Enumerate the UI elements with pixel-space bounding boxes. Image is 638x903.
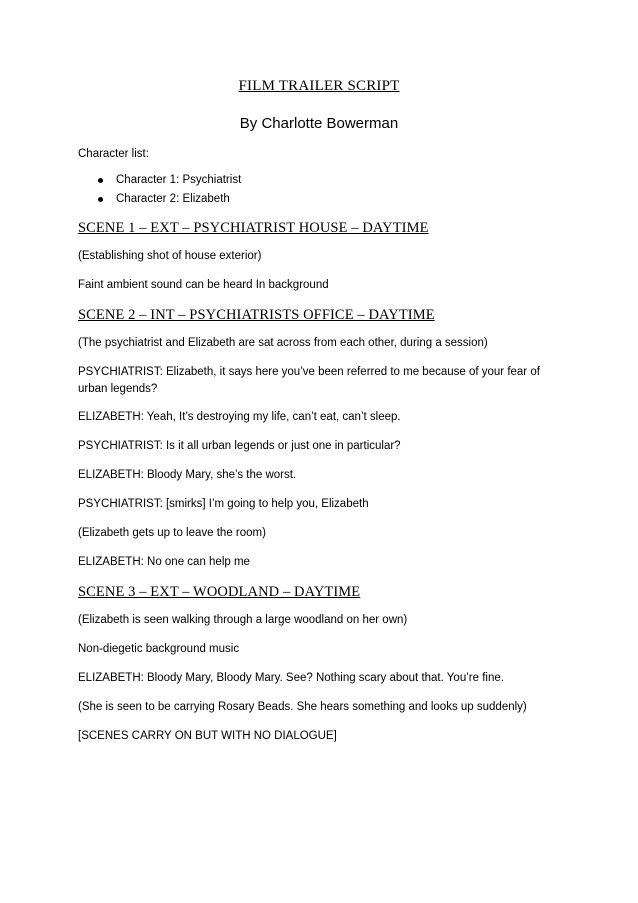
script-line: PSYCHIATRIST: Elizabeth, it says here you’ve been referred to me because of your fear of urban legends? <box>78 366 540 395</box>
script-line: Non-diegetic background music <box>78 643 240 655</box>
script-line: PSYCHIATRIST: [smirks] I’m going to help you, Elizabeth <box>78 498 369 510</box>
script-line: PSYCHIATRIST: Is it all urban legends or just one in particular? <box>78 440 401 452</box>
script-line: (Elizabeth is seen walking through a large woodland on her own) <box>78 614 408 626</box>
script-line: Faint ambient sound can be heard In background <box>78 279 329 291</box>
character-list <box>78 171 568 209</box>
script-line: (Elizabeth gets up to leave the room) <box>78 527 266 539</box>
script-line: ELIZABETH: Bloody Mary, Bloody Mary. See? Nothing scary about that. You’re fine. <box>78 672 504 684</box>
character-item <box>78 171 568 190</box>
document-body <box>78 146 568 757</box>
character-list-label: Character list: <box>78 148 149 160</box>
character-item-text: Character 1: Psychiatrist <box>116 174 242 186</box>
script-line: ELIZABETH: No one can help me <box>78 556 250 568</box>
character-item-text: Character 2: Elizabeth <box>116 193 230 205</box>
script-line: [SCENES CARRY ON BUT WITH NO DIALOGUE] <box>78 730 337 742</box>
scene-heading: SCENE 1 – EXT – PSYCHIATRIST HOUSE – DAYTIME <box>78 220 429 236</box>
script-line: ELIZABETH: Bloody Mary, she’s the worst. <box>78 469 297 481</box>
document-title: FILM TRAILER SCRIPT <box>238 78 400 94</box>
character-item <box>78 190 568 209</box>
scene-heading: SCENE 2 – INT – PSYCHIATRISTS OFFICE – DAYTIME <box>78 307 435 323</box>
script-line: (Establishing shot of house exterior) <box>78 250 262 262</box>
script-line: (She is seen to be carrying Rosary Beads. She hears something and looks up suddenly) <box>78 701 527 713</box>
script-line: ELIZABETH: Yeah, It’s destroying my life, can’t eat, can’t sleep. <box>78 411 401 423</box>
script-line: (The psychiatrist and Elizabeth are sat across from each other, during a session) <box>78 337 488 349</box>
document-author: By Charlotte Bowerman <box>239 115 399 132</box>
bullet-icon <box>98 178 103 183</box>
scene-heading: SCENE 3 – EXT – WOODLAND – DAYTIME <box>78 584 361 600</box>
bullet-icon <box>98 197 103 202</box>
